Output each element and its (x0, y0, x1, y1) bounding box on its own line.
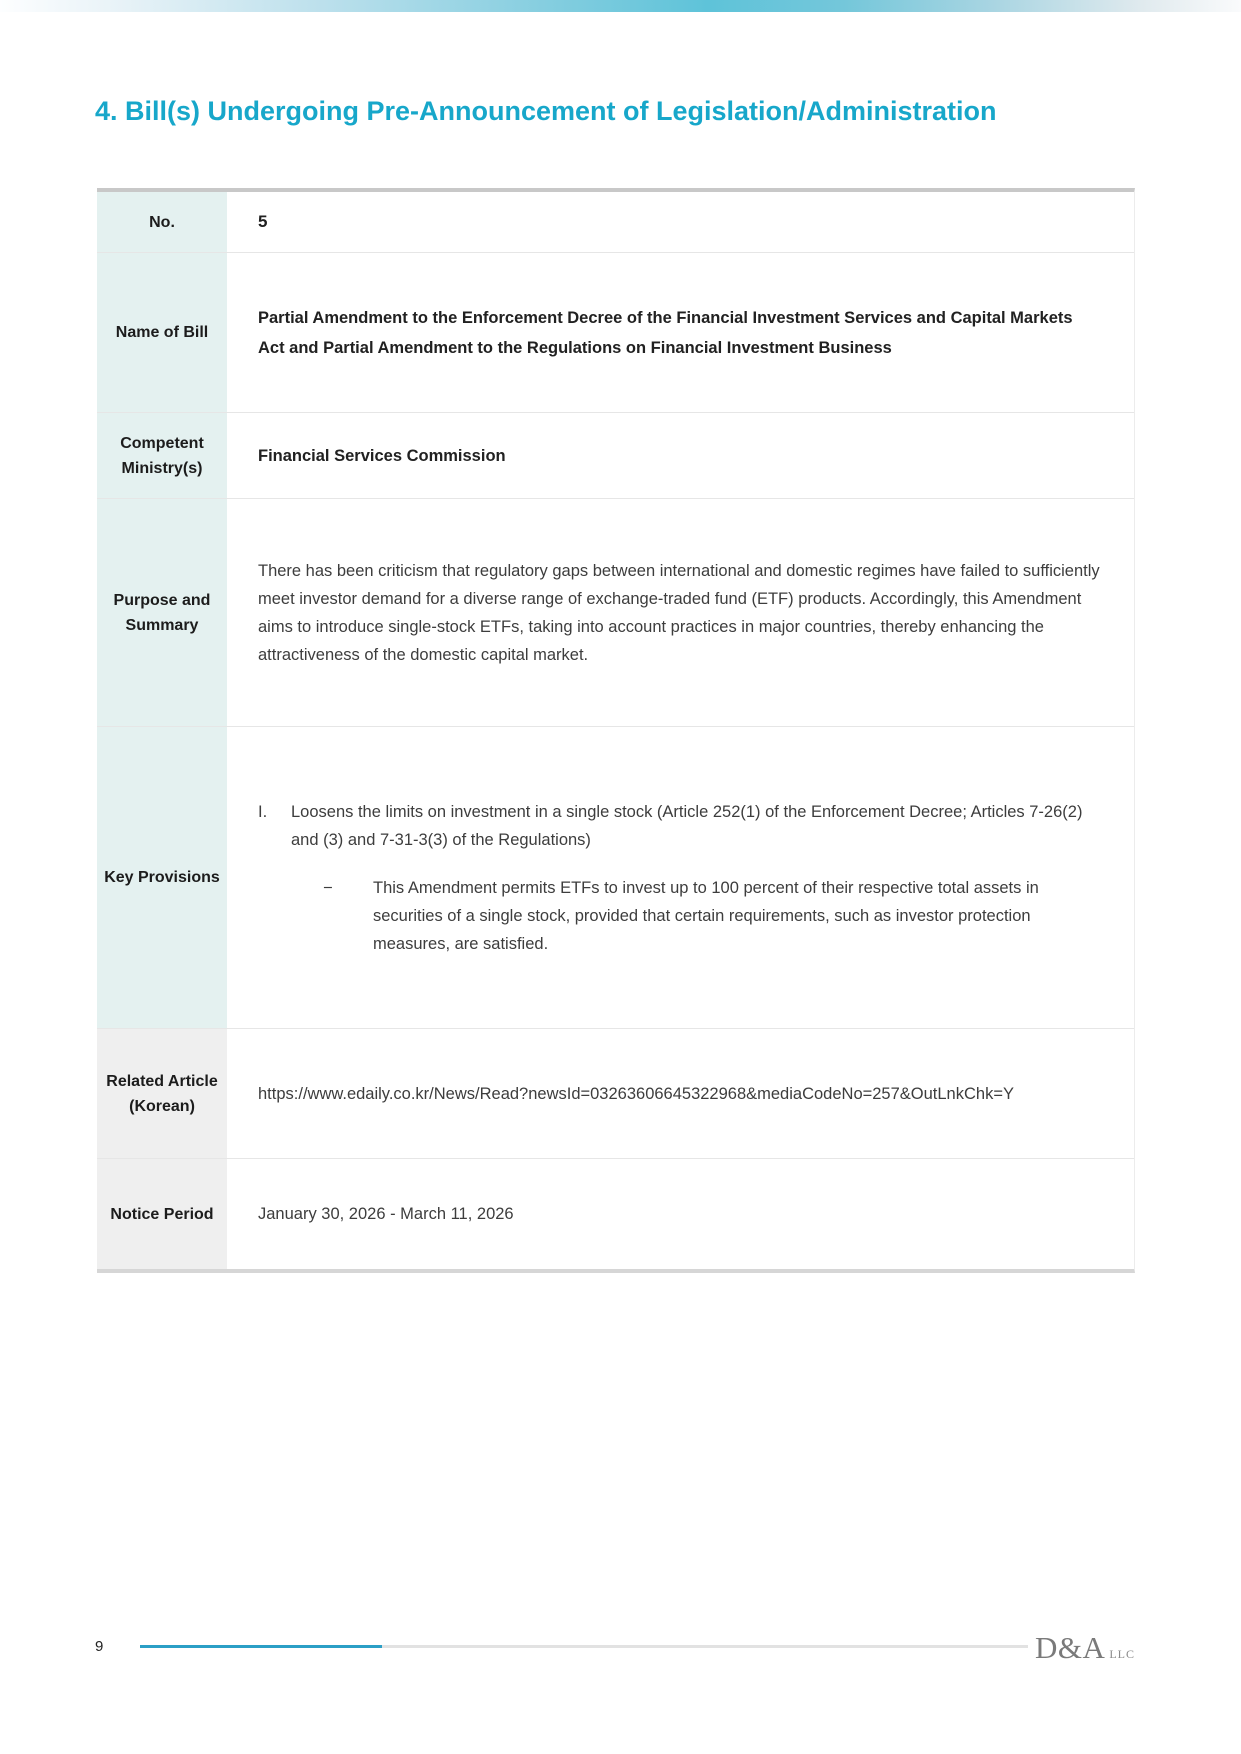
bill-details-table (97, 188, 1135, 1273)
table-row-purpose (97, 499, 1134, 727)
key-provision-text: Loosens the limits on investment in a single stock (Article 252(1) of the Enforcement Decree; Articles 7-26(2) and (3) and 7-31-3(3) of the Regulations) (291, 802, 1083, 849)
table-row-notice-period (97, 1159, 1134, 1269)
key-provision-item (258, 798, 1100, 854)
bill-number: 5 (258, 212, 268, 231)
dash-marker: − (323, 878, 333, 897)
related-article-url[interactable]: https://www.edaily.co.kr/News/Read?newsId=03263606645322968&mediaCodeNo=257&OutLnkChk=Y (258, 1084, 1014, 1103)
footer-divider-line (140, 1645, 1028, 1648)
page-title: 4. Bill(s) Undergoing Pre-Announcement of Legislation/Administration (95, 96, 997, 126)
company-logo-suffix: LLC (1109, 1647, 1135, 1661)
row-label-bill-name: Name of Bill (97, 253, 227, 412)
row-value-related-article (231, 1029, 1134, 1158)
company-logo (1035, 1630, 1135, 1666)
table-row-bill-name (97, 253, 1134, 413)
list-marker: I. (258, 802, 268, 821)
footer-divider-accent (140, 1645, 382, 1648)
row-label-no: No. (97, 192, 227, 252)
bill-name-text: Partial Amendment to the Enforcement Decree of the Financial Investment Services and Capital Markets Act and Partial Amendment to the Regulations on Financial Investment Business (258, 308, 1073, 357)
row-label-key-provisions: Key Provisions (97, 727, 227, 1028)
table-row-key-provisions (97, 727, 1134, 1029)
row-label-related-article: Related Article (Korean) (97, 1029, 227, 1158)
company-logo-text: D&A (1034, 1630, 1106, 1665)
row-label-purpose: Purpose and Summary (97, 499, 227, 726)
row-value-purpose (231, 499, 1134, 726)
page-number: 9 (95, 1638, 104, 1655)
page-footer (0, 1630, 1241, 1674)
row-label-notice-period: Notice Period (97, 1159, 227, 1269)
row-value-no (231, 192, 1134, 252)
row-label-ministry: Competent Ministry(s) (97, 413, 227, 498)
purpose-summary-text: There has been criticism that regulatory gaps between international and domestic regimes have failed to sufficiently meet investor demand for a diverse range of exchange-traded fund (ETF) products. Accordingly, this Amendment aims to introduce single-stock ETFs, taking into account practices in major countries, thereby enhancing the attractiveness of the domestic capital market. (258, 561, 1100, 664)
notice-period-text: January 30, 2026 - March 11, 2026 (258, 1205, 514, 1223)
table-row-ministry (97, 413, 1134, 499)
row-value-notice-period (231, 1159, 1134, 1269)
header-gradient-bar (0, 0, 1241, 12)
table-row-related-article (97, 1029, 1134, 1159)
row-value-ministry (231, 413, 1134, 498)
ministry-text: Financial Services Commission (258, 446, 506, 465)
key-provision-subtext: This Amendment permits ETFs to invest up to 100 percent of their respective total assets in securities of a single stock, provided that certain requirements, such as investor protection measures, are satisfied. (373, 878, 1039, 953)
key-provision-subitem (323, 874, 1100, 958)
row-value-bill-name (231, 253, 1134, 412)
table-row-no (97, 192, 1134, 253)
row-value-key-provisions (231, 727, 1134, 1028)
